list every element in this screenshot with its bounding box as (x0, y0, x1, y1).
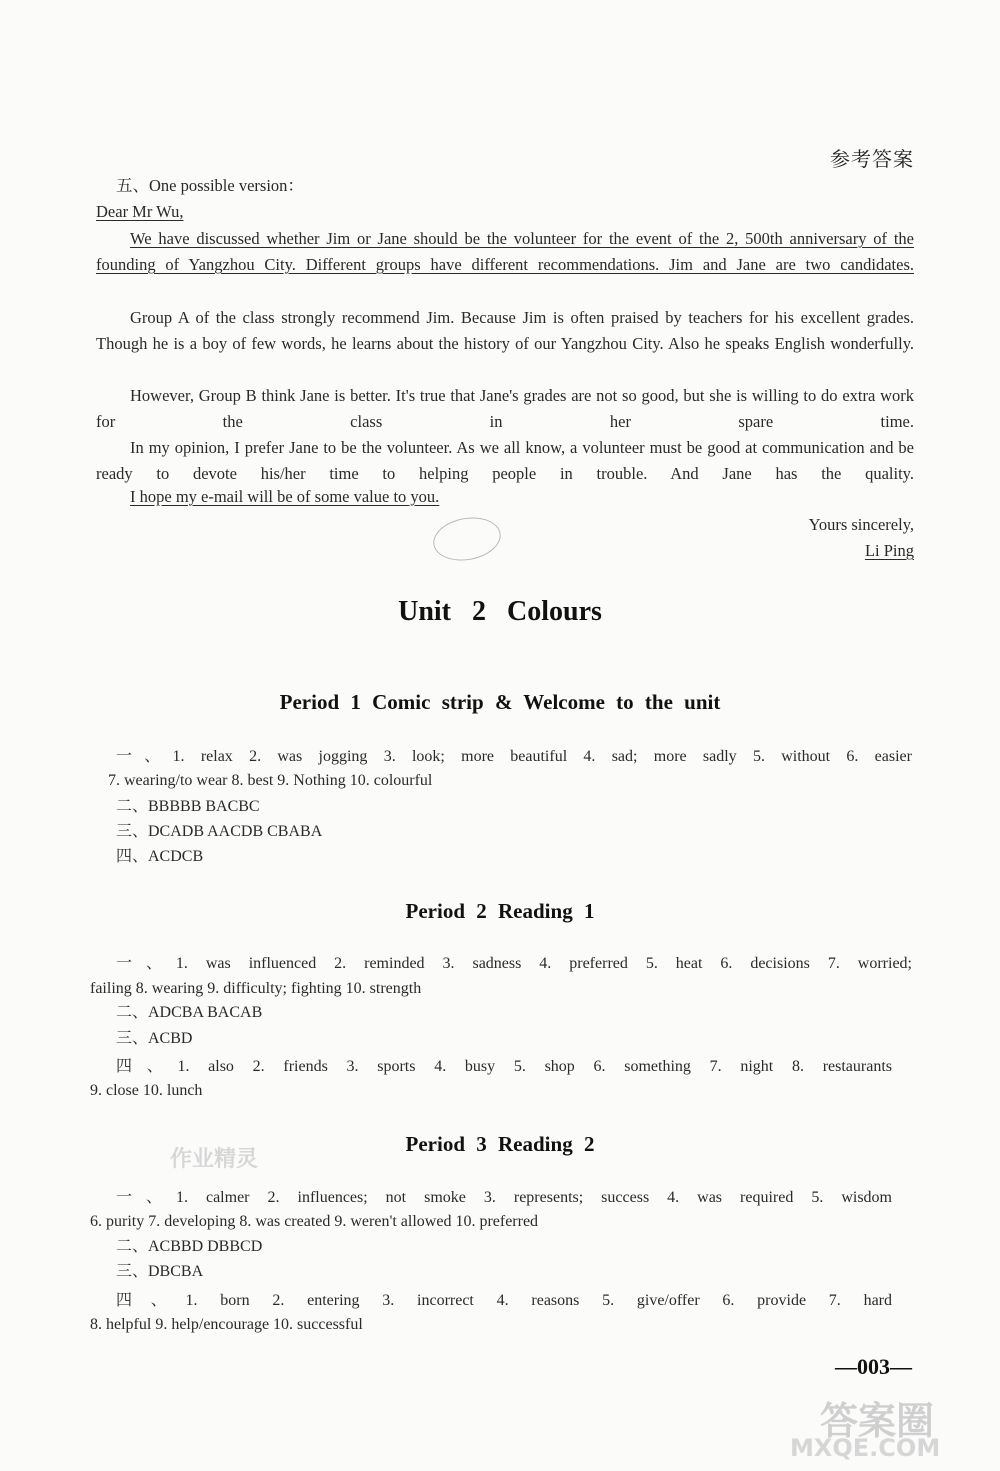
page-header-title: 参考答案 (830, 147, 914, 171)
page-number: —003— (835, 1354, 912, 1379)
period-1-line-2: 7. wearing/to wear 8. best 9. Nothing 10. colourful (108, 772, 433, 789)
period-3-line-4: 三、DBCBA (116, 1263, 204, 1280)
period-2-line-5: 四、1. also 2. friends 3. sports 4. busy 5. shop 6. something 7. night 8. restaurants (116, 1058, 892, 1075)
period-2-line-6: 9. close 10. lunch (90, 1082, 203, 1099)
letter-closing-line: I hope my e-mail will be of some value to you. (130, 487, 440, 506)
period-1-line-5: 四、ACDCB (116, 848, 204, 865)
period-1-line-1: 一、1. relax 2. was jogging 3. look; more beautiful 4. sad; more sadly 5. without 6. easier (116, 748, 912, 765)
letter-signoff: Yours sincerely, (808, 515, 914, 534)
period-3-line-2: 6. purity 7. developing 8. was created 9. weren't allowed 10. preferred (90, 1213, 539, 1230)
period-2-line-1: 一、1. was influenced 2. reminded 3. sadness 4. preferred 5. heat 6. decisions 7. worried; (116, 955, 912, 972)
letter-paragraph-3: However, Group B think Jane is better. It's true that Jane's grades are not so good, but she is willing to do extra work for the class in her spare time. (96, 386, 914, 431)
period-3-title: Period 3 Reading 2 (405, 1132, 595, 1156)
period-2-line-2: failing 8. wearing 9. difficulty; fighting 10. strength (90, 980, 422, 997)
watermark-url: MXQE.COM (790, 1434, 941, 1462)
watermark-text: 作业精灵 (170, 1147, 259, 1172)
watermark-logo: 答案圈 (820, 1399, 935, 1443)
letter-paragraph-2: Group A of the class strongly recommend Jim. Because Jim is often praised by teachers for his excellent grades. Though he is a boy of few words, he learns about the history of our Yangzhou City. Also he speaks English wonderfully. (96, 308, 914, 353)
period-3-line-3: 二、ACBBD DBBCD (116, 1238, 263, 1255)
period-3-line-5: 四、1. born 2. entering 3. incorrect 4. reasons 5. give/offer 6. provide 7. hard (116, 1292, 892, 1309)
period-1-line-4: 三、DCADB AACDB CBABA (116, 823, 323, 840)
period-2-line-4: 三、ACBD (116, 1030, 193, 1047)
period-3-line-6: 8. helpful 9. help/encourage 10. successful (90, 1316, 363, 1333)
letter-intro: 五、One possible version： (116, 176, 304, 195)
letter-paragraph-1: We have discussed whether Jim or Jane should be the volunteer for the event of the 2, 500th anniversary of the founding of Yangzhou City. Different groups have different recommendations. Jim and Jane are two candidates. (96, 229, 914, 274)
period-2-line-3: 二、ADCBA BACAB (116, 1004, 263, 1021)
letter-paragraph-4: In my opinion, I prefer Jane to be the volunteer. As we all know, a volunteer must be good at communication and be ready to devote his/her time to helping people in trouble. And Jane has the quality. (96, 438, 914, 483)
unit-title: Unit 2 Colours (398, 596, 602, 627)
period-1-line-3: 二、BBBBB BACBC (116, 798, 260, 815)
stamp-seal (430, 512, 504, 565)
period-3-line-1: 一、1. calmer 2. influences; not smoke 3. represents; success 4. was required 5. wisdom (116, 1189, 892, 1206)
period-1-title: Period 1 Comic strip & Welcome to the unit (279, 690, 721, 714)
period-2-title: Period 2 Reading 1 (405, 899, 595, 923)
letter-salutation: Dear Mr Wu, (96, 202, 184, 221)
letter-signature-name: Li Ping (864, 541, 914, 560)
